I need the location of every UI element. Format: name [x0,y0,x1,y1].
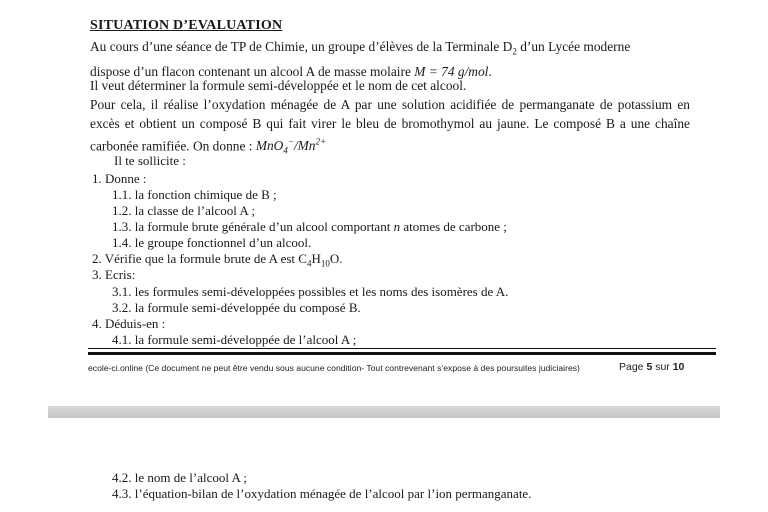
intro-text: Pour cela, il réalise l’oxydation ménagée de A par une solution acidifiée de permanganate de potassium en excès et obtient un composé B qui fait virer le bleu de bromothymol au jaune. Le composé B a une chaîne carbonée ramifiée. On donne : [90,97,690,154]
page-number: Page 5 sur 10 [619,361,685,373]
intro-text: d’un Lycée moderne [516,39,631,54]
question-4: 4. Déduis-en : [92,316,166,331]
question-1-3: 1.3. la formule brute générale d’un alcool comportant n atomes de carbone ; [112,219,507,234]
question-1: 1. Donne : [92,171,147,186]
question-3-1: 3.1. les formules semi-développées possibles et les noms des isomères de A. [112,284,509,299]
footer-disclaimer: ecole-ci.online (Ce document ne peut être vendu sous aucune condition- Tout contrevenant s’expose à des poursuites judiciaires) [88,363,580,373]
question-4-2: 4.2. le nom de l’alcool A ; [112,470,248,485]
question-3-2: 3.2. la formule semi-développée du composé B. [112,300,361,315]
intro-paragraph-2 [90,95,690,161]
intro-paragraph-1 [90,37,690,81]
footer-divider-thick [88,352,716,355]
molar-mass: M = 74 g/mol [414,63,489,79]
intro-goal: Il veut déterminer la formule semi-développée et le nom de cet alcool. [90,78,467,93]
intro-text: Au cours d’une séance de TP de Chimie, un groupe d’élèves de la Terminale D [90,39,513,54]
footer-divider-thin [88,348,716,349]
question-1-1: 1.1. la fonction chimique de B ; [112,187,277,202]
question-2: 2. Vérifie que la formule brute de A est $C_4H_{10}O$. [92,251,343,269]
question-4-1: 4.1. la formule semi-développée de l’alcool A ; [112,332,357,347]
question-4-3: 4.3. l’équation-bilan de l’oxydation ménagée de l’alcool par l’ion permanganate. [112,486,532,501]
question-3: 3. Ecris: [92,267,136,282]
intro-text: dispose d’un flacon contenant un alcool A de masse molaire [90,63,415,79]
redox-couple: $MnO_4^-/Mn^{2+}$ [255,137,327,157]
solicit-text: Il te sollicite : [114,153,186,168]
intro-text: . [488,63,492,79]
evaluation-title: SITUATION D’EVALUATION [90,18,283,33]
class-subscript: 2 [512,46,517,57]
question-1-4: 1.4. le groupe fonctionnel d’un alcool. [112,235,312,250]
question-1-2: 1.2. la classe de l’alcool A ; [112,203,255,218]
page-break-gap [48,406,720,418]
